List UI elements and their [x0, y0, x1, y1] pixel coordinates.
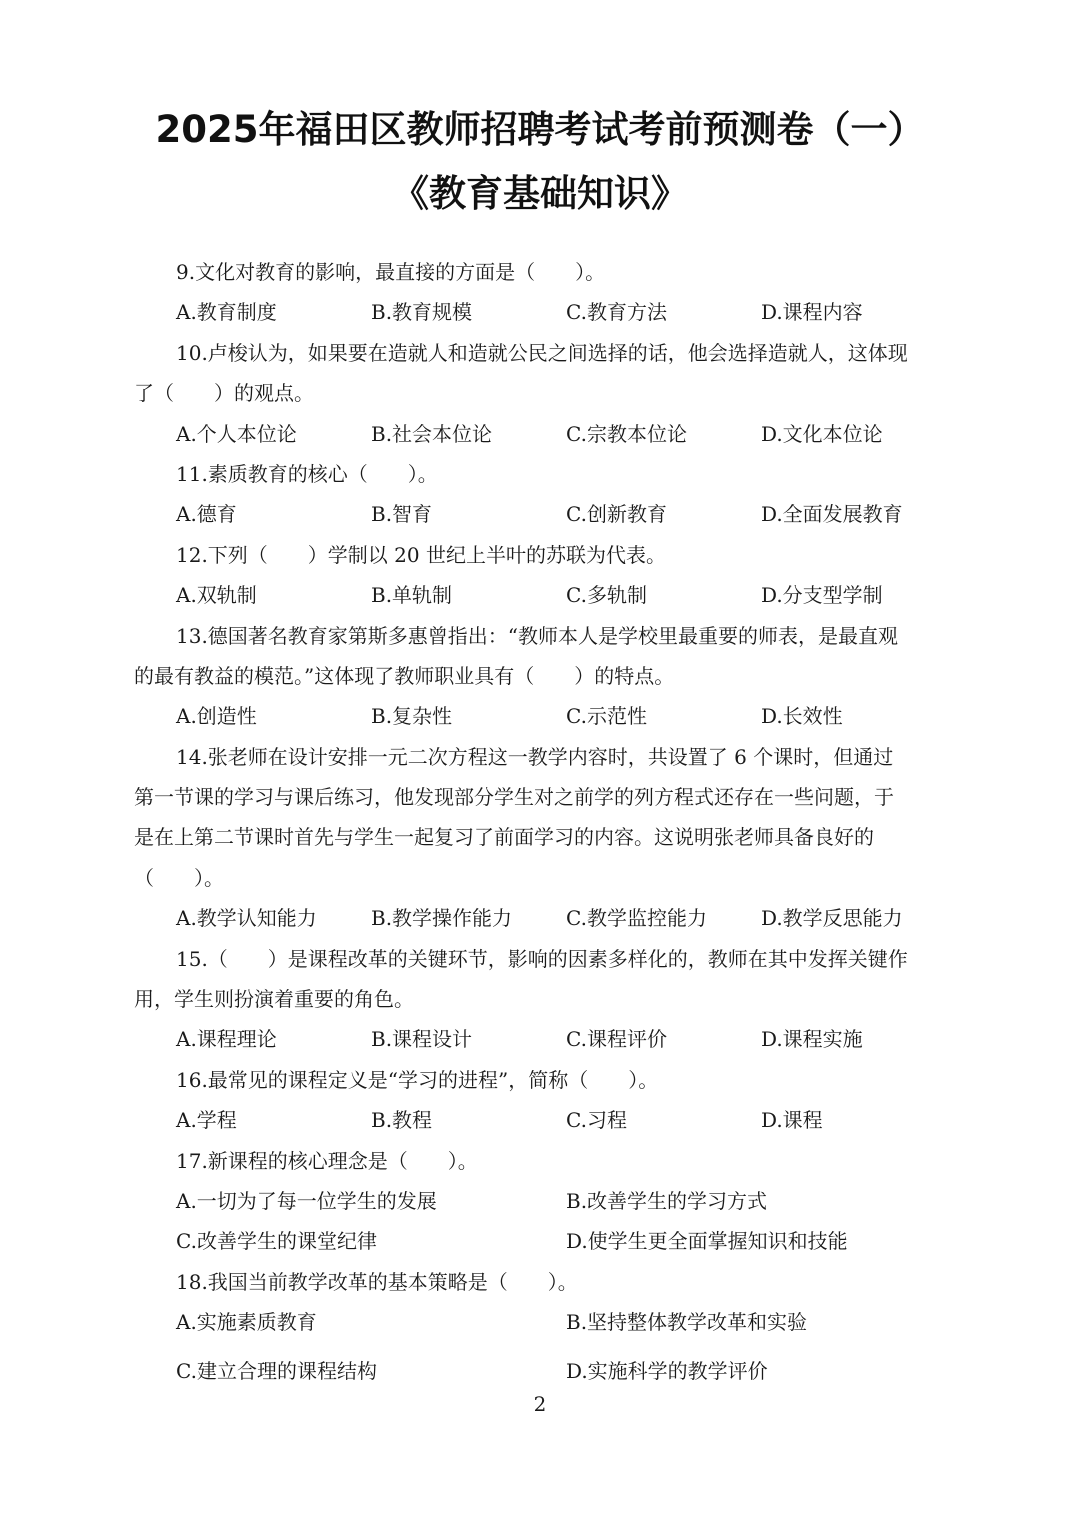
option-d: D.课程内容 — [761, 300, 863, 325]
option-b: B.复杂性 — [371, 704, 453, 729]
option-b: B.社会本位论 — [371, 421, 493, 446]
option-b: B.单轨制 — [371, 583, 453, 608]
option-a: A.一切为了每一位学生的发展 — [176, 1188, 437, 1213]
options-row — [134, 696, 946, 736]
option-c: C.宗教本位论 — [566, 421, 687, 446]
option-d: D.文化本位论 — [761, 421, 883, 446]
option-c: C.建立合理的课程结构 — [176, 1358, 377, 1383]
option-b: B.坚持整体教学改革和实验 — [566, 1310, 808, 1335]
question-stem: 14.张老师在设计安排一元二次方程这一教学内容时，共设置了 6 个课时，但通过 — [176, 744, 894, 769]
option-b: B.课程设计 — [371, 1027, 473, 1052]
question-16 — [134, 1060, 946, 1141]
question-stem: 11.素质教育的核心（ ）。 — [176, 461, 438, 486]
option-a: A.课程理论 — [176, 1027, 277, 1052]
question-9 — [134, 252, 946, 333]
option-d: D.实施科学的教学评价 — [566, 1358, 768, 1383]
option-d: D.教学反思能力 — [761, 906, 903, 931]
option-a: A.双轨制 — [176, 583, 257, 608]
option-a: A.教学认知能力 — [176, 906, 317, 931]
option-a: A.学程 — [176, 1108, 237, 1133]
page-number: 2 — [533, 1392, 547, 1416]
question-15 — [134, 939, 946, 1060]
option-a: A.创造性 — [176, 704, 257, 729]
options-row — [134, 1221, 946, 1261]
options-row — [134, 575, 946, 615]
option-b: B.教程 — [371, 1108, 433, 1133]
question-11 — [134, 454, 946, 535]
option-d: D.课程 — [761, 1108, 823, 1133]
options-row — [134, 1302, 946, 1342]
exam-title: 2025年福田区教师招聘考试考前预测卷（一） — [155, 108, 925, 151]
option-c: C.教育方法 — [566, 300, 667, 325]
option-c: C.教学监控能力 — [566, 906, 707, 931]
question-10 — [134, 333, 946, 454]
question-stem: 17.新课程的核心理念是（ ）。 — [176, 1148, 478, 1173]
option-c: C.改善学生的课堂纪律 — [176, 1229, 377, 1254]
question-stem-continued: 第一节课的学习与课后练习，他发现部分学生对之前学的列方程式还存在一些问题，于 — [134, 785, 894, 810]
question-stem: 18.我国当前教学改革的基本策略是（ ）。 — [176, 1269, 578, 1294]
question-17 — [134, 1141, 946, 1262]
option-d: D.长效性 — [761, 704, 843, 729]
question-stem: 10.卢梭认为，如果要在造就人和造就公民之间选择的话，他会选择造就人，这体现 — [176, 340, 908, 365]
option-b: B.智育 — [371, 502, 433, 527]
question-stem: 13.德国著名教育家第斯多惠曾指出：“教师本人是学校里最重要的师表，是最直观 — [176, 623, 899, 648]
options-row — [134, 494, 946, 534]
question-stem: 12.下列（ ）学制以 20 世纪上半叶的苏联为代表。 — [176, 542, 666, 567]
options-row — [134, 1351, 946, 1391]
subject-title: 《教育基础知识》 — [392, 172, 688, 215]
question-stem-continued: 用，学生则扮演着重要的角色。 — [134, 987, 414, 1012]
question-stem: 9.文化对教育的影响，最直接的方面是（ ）。 — [176, 260, 606, 284]
option-c: C.示范性 — [566, 704, 647, 729]
options-row — [134, 292, 946, 332]
question-list — [134, 252, 946, 1391]
option-c: C.多轨制 — [566, 583, 647, 608]
question-stem-continued: 了（ ）的观点。 — [134, 381, 314, 406]
options-row — [134, 1181, 946, 1221]
options-row — [134, 898, 946, 938]
option-a: A.德育 — [176, 502, 237, 527]
option-b: B.改善学生的学习方式 — [566, 1188, 768, 1213]
question-stem: 15.（ ）是课程改革的关键环节，影响的因素多样化的，教师在其中发挥关键作 — [176, 946, 908, 971]
option-b: B.教学操作能力 — [371, 906, 513, 931]
option-d: D.分支型学制 — [761, 583, 883, 608]
options-row — [134, 1100, 946, 1140]
question-13 — [134, 616, 946, 737]
option-c: C.习程 — [566, 1108, 627, 1133]
option-b: B.教育规模 — [371, 300, 473, 325]
option-d: D.课程实施 — [761, 1027, 863, 1052]
question-stem-continued: （ ）。 — [134, 865, 224, 890]
options-row — [134, 1019, 946, 1059]
option-a: A.教育制度 — [176, 300, 277, 325]
question-18 — [134, 1262, 946, 1391]
question-12 — [134, 535, 946, 616]
option-d: D.使学生更全面掌握知识和技能 — [566, 1229, 848, 1254]
option-a: A.个人本位论 — [176, 421, 297, 446]
option-a: A.实施素质教育 — [176, 1310, 317, 1335]
question-stem-continued: 是在上第二节课时首先与学生一起复习了前面学习的内容。这说明张老师具备良好的 — [134, 825, 874, 850]
question-stem: 16.最常见的课程定义是“学习的进程”，简称（ ）。 — [176, 1067, 659, 1092]
option-c: C.课程评价 — [566, 1027, 667, 1052]
spacer — [134, 1343, 946, 1351]
option-c: C.创新教育 — [566, 502, 667, 527]
options-row — [134, 414, 946, 454]
option-d: D.全面发展教育 — [761, 502, 903, 527]
question-14 — [134, 737, 946, 939]
question-stem-continued: 的最有教益的模范。”这体现了教师职业具有（ ）的特点。 — [134, 663, 675, 688]
